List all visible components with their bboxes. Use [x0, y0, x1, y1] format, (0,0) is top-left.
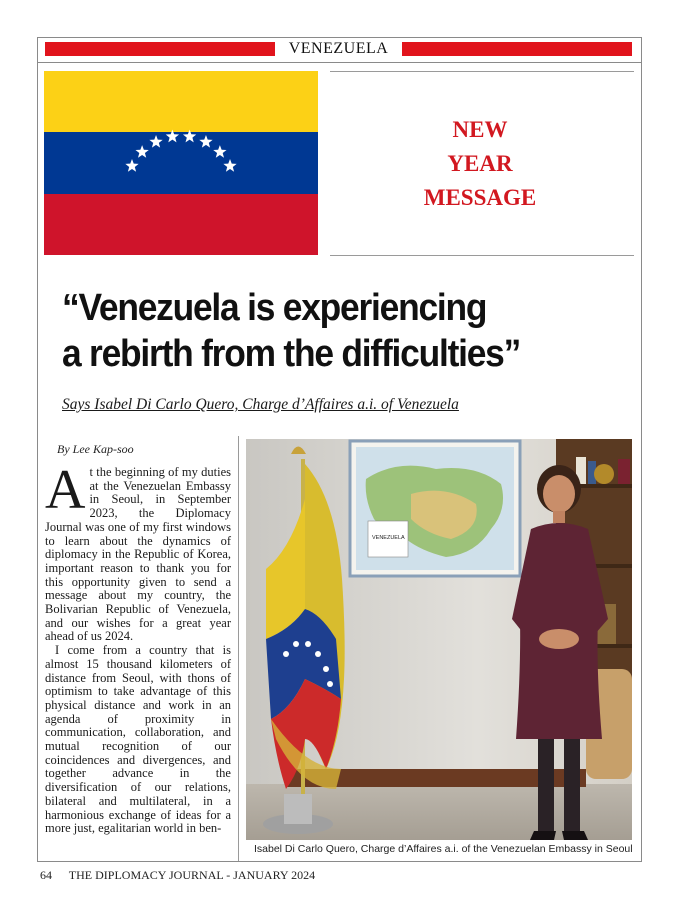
box-top-rule	[330, 71, 634, 72]
flag-star	[213, 145, 226, 158]
photo-caption: Isabel Di Carlo Quero, Charge d’Affaires a.i. of the Venezuelan Embassy in Seoul	[254, 843, 633, 855]
flag-star	[183, 130, 196, 143]
section-label: VENEZUELA	[288, 40, 389, 57]
venezuela-flag-image	[44, 71, 318, 255]
publication-name: THE DIPLOMACY JOURNAL - JANUARY 2024	[68, 868, 316, 882]
section-bar-left	[45, 42, 275, 56]
flag-star	[199, 135, 212, 148]
subhead: Says Isabel Di Carlo Quero, Charge d’Affaires a.i. of Venezuela	[62, 396, 459, 413]
new-year-message-title: NEW YEAR MESSAGE	[423, 117, 537, 210]
article-paragraph-1: t the beginning of my duties at the Venezuelan Embassy in Seoul, in September 2023, the Diplomacy Journal was one of my first windows to learn about the dynamics of diplomacy in the Republic of Korea, important reason to thank you for this opportunity given to send a message about my country, the Bolivarian Republic of Venezuela, and our wishes for a great year ahead of us 2024.	[45, 465, 231, 644]
flag-star	[149, 135, 162, 148]
byline: By Lee Kap-soo	[57, 442, 134, 456]
section-rule	[37, 62, 642, 63]
column-divider	[238, 436, 239, 861]
headline: “Venezuela is experiencing a rebirth from the difficulties”	[62, 287, 521, 375]
flag-star	[135, 145, 148, 158]
page-number: 64	[40, 868, 52, 882]
page-footer	[40, 868, 315, 883]
article-paragraph-2: I come from a country that is almost 15 thousand kilometers of distance from Seoul, with thons of optimism to take advantage of this physical distance and work in an agenda of proximity in communication, collaboration, and mutual recognition of our coincidences and divergences, and together advance in the diversification of our relations, bilateral and multilateral, in a harmonious exchange of ideas for a more just, egalitarian world in ben-	[45, 643, 231, 836]
article-body	[45, 459, 231, 836]
box-bottom-rule	[330, 255, 634, 256]
flag-star	[125, 159, 138, 172]
flag-star	[223, 159, 236, 172]
section-bar-right	[402, 42, 632, 56]
drop-cap: A	[45, 459, 86, 521]
article-photo	[246, 439, 632, 840]
map-label: VENEZUELA	[372, 535, 405, 541]
flag-stars	[44, 71, 318, 255]
flag-star	[166, 130, 179, 143]
